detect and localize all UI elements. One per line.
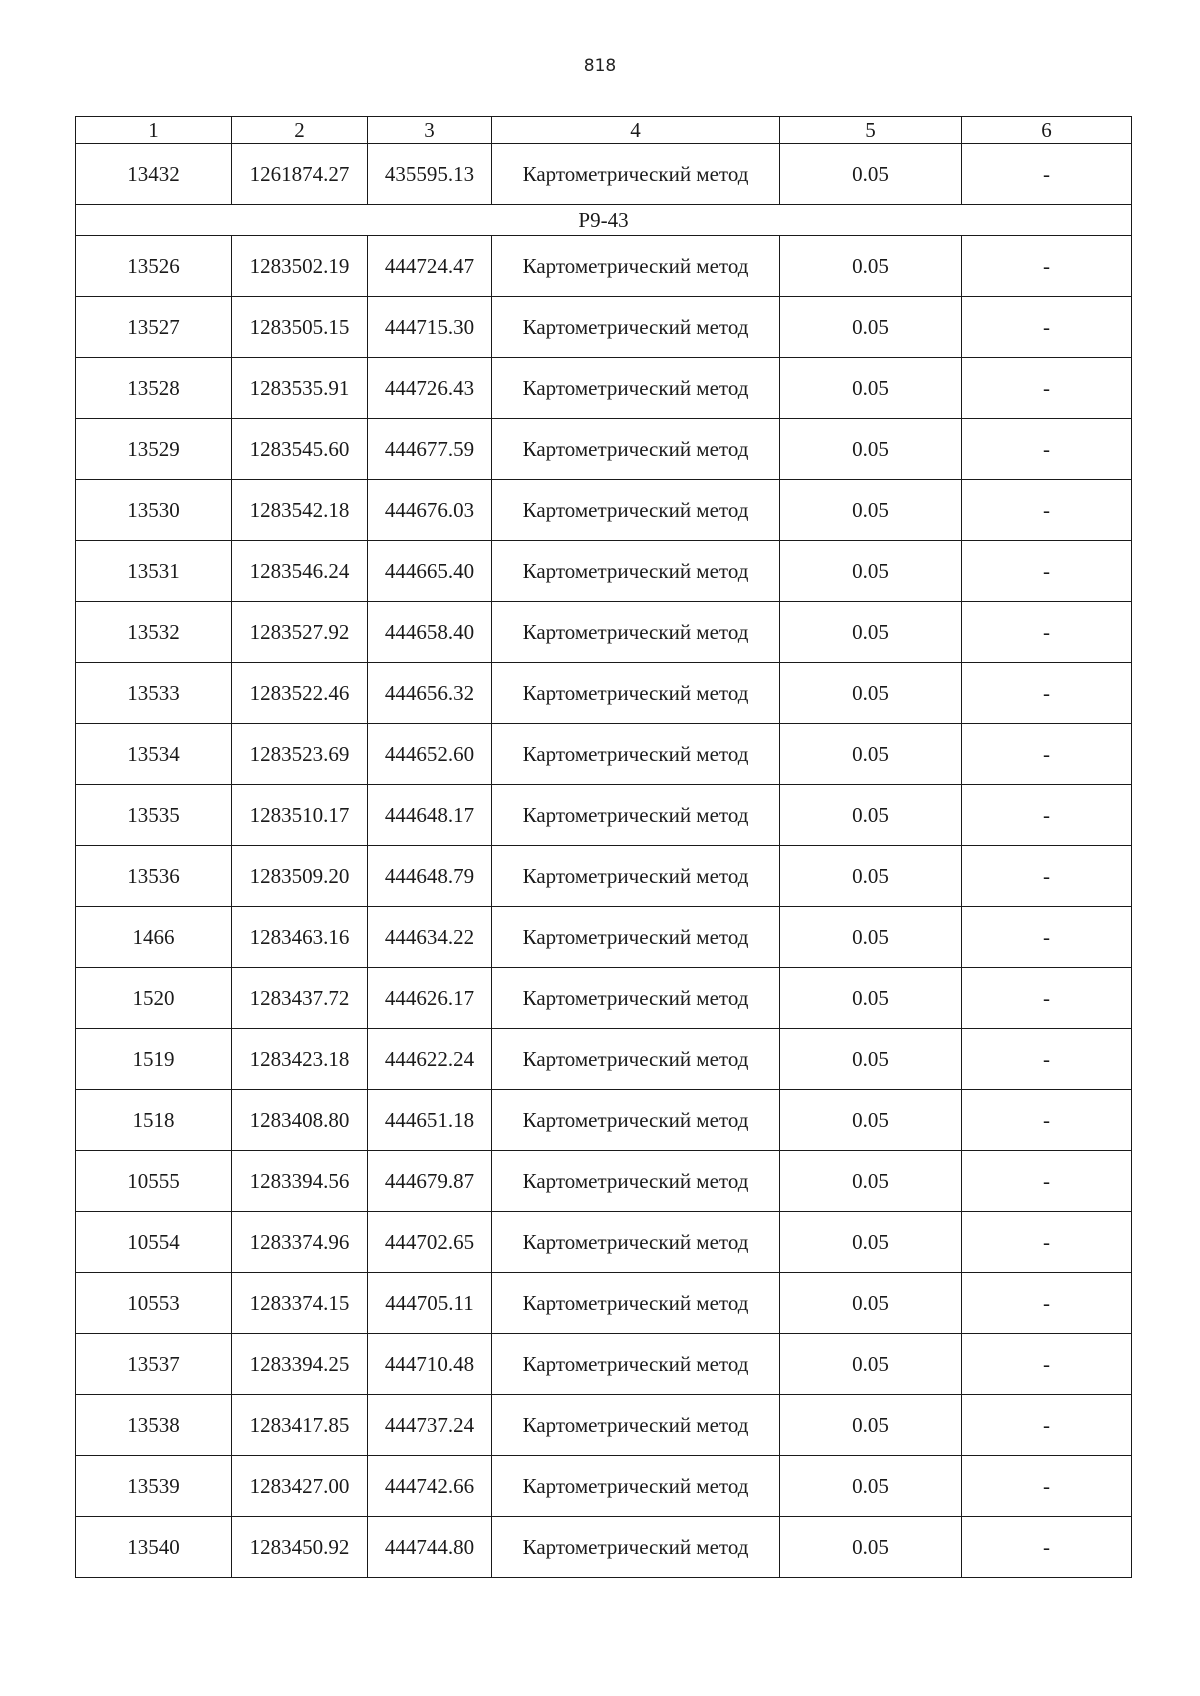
x-coordinate-cell: 1283427.00 xyxy=(232,1456,368,1517)
method-cell: Картометрический метод xyxy=(492,1456,780,1517)
table-row xyxy=(76,663,1132,724)
section-label: Р9-43 xyxy=(76,205,1132,236)
note-cell: - xyxy=(962,358,1132,419)
y-coordinate-cell: 444726.43 xyxy=(368,358,492,419)
x-coordinate-cell: 1283502.19 xyxy=(232,236,368,297)
table-row xyxy=(76,236,1132,297)
table-row xyxy=(76,480,1132,541)
method-cell: Картометрический метод xyxy=(492,358,780,419)
x-coordinate-cell: 1283463.16 xyxy=(232,907,368,968)
point-id-cell: 13540 xyxy=(76,1517,232,1578)
table-row xyxy=(76,1456,1132,1517)
table-row xyxy=(76,846,1132,907)
y-coordinate-cell: 444626.17 xyxy=(368,968,492,1029)
y-coordinate-cell: 444742.66 xyxy=(368,1456,492,1517)
point-id-cell: 13528 xyxy=(76,358,232,419)
table-row xyxy=(76,724,1132,785)
x-coordinate-cell: 1283510.17 xyxy=(232,785,368,846)
note-cell: - xyxy=(962,480,1132,541)
note-cell: - xyxy=(962,663,1132,724)
y-coordinate-cell: 444715.30 xyxy=(368,297,492,358)
column-header: 1 xyxy=(76,117,232,144)
accuracy-cell: 0.05 xyxy=(780,480,962,541)
point-id-cell: 10553 xyxy=(76,1273,232,1334)
column-header: 4 xyxy=(492,117,780,144)
section-row xyxy=(76,205,1132,236)
note-cell: - xyxy=(962,419,1132,480)
x-coordinate-cell: 1283545.60 xyxy=(232,419,368,480)
x-coordinate-cell: 1283394.25 xyxy=(232,1334,368,1395)
table-row xyxy=(76,785,1132,846)
point-id-cell: 13526 xyxy=(76,236,232,297)
note-cell: - xyxy=(962,1029,1132,1090)
table-row xyxy=(76,1395,1132,1456)
table-row xyxy=(76,419,1132,480)
table-row xyxy=(76,1029,1132,1090)
y-coordinate-cell: 444652.60 xyxy=(368,724,492,785)
note-cell: - xyxy=(962,236,1132,297)
table-row xyxy=(76,1212,1132,1273)
table-row xyxy=(76,1517,1132,1578)
method-cell: Картометрический метод xyxy=(492,602,780,663)
point-id-cell: 13534 xyxy=(76,724,232,785)
note-cell: - xyxy=(962,907,1132,968)
point-id-cell: 1518 xyxy=(76,1090,232,1151)
x-coordinate-cell: 1283535.91 xyxy=(232,358,368,419)
note-cell: - xyxy=(962,724,1132,785)
x-coordinate-cell: 1283417.85 xyxy=(232,1395,368,1456)
y-coordinate-cell: 444724.47 xyxy=(368,236,492,297)
point-id-cell: 13538 xyxy=(76,1395,232,1456)
y-coordinate-cell: 444665.40 xyxy=(368,541,492,602)
accuracy-cell: 0.05 xyxy=(780,358,962,419)
point-id-cell: 1520 xyxy=(76,968,232,1029)
accuracy-cell: 0.05 xyxy=(780,541,962,602)
column-header: 5 xyxy=(780,117,962,144)
note-cell: - xyxy=(962,1090,1132,1151)
table-row xyxy=(76,541,1132,602)
accuracy-cell: 0.05 xyxy=(780,1395,962,1456)
accuracy-cell: 0.05 xyxy=(780,144,962,205)
x-coordinate-cell: 1283374.96 xyxy=(232,1212,368,1273)
point-id-cell: 13529 xyxy=(76,419,232,480)
x-coordinate-cell: 1283522.46 xyxy=(232,663,368,724)
method-cell: Картометрический метод xyxy=(492,144,780,205)
table-row xyxy=(76,1273,1132,1334)
x-coordinate-cell: 1283374.15 xyxy=(232,1273,368,1334)
note-cell: - xyxy=(962,1334,1132,1395)
accuracy-cell: 0.05 xyxy=(780,419,962,480)
accuracy-cell: 0.05 xyxy=(780,1029,962,1090)
accuracy-cell: 0.05 xyxy=(780,663,962,724)
method-cell: Картометрический метод xyxy=(492,724,780,785)
note-cell: - xyxy=(962,846,1132,907)
table-row xyxy=(76,1090,1132,1151)
point-id-cell: 13530 xyxy=(76,480,232,541)
point-id-cell: 13531 xyxy=(76,541,232,602)
table-row xyxy=(76,1151,1132,1212)
column-header: 6 xyxy=(962,117,1132,144)
x-coordinate-cell: 1283394.56 xyxy=(232,1151,368,1212)
method-cell: Картометрический метод xyxy=(492,1517,780,1578)
note-cell: - xyxy=(962,1212,1132,1273)
y-coordinate-cell: 444656.32 xyxy=(368,663,492,724)
method-cell: Картометрический метод xyxy=(492,1151,780,1212)
point-id-cell: 10555 xyxy=(76,1151,232,1212)
method-cell: Картометрический метод xyxy=(492,1273,780,1334)
x-coordinate-cell: 1283437.72 xyxy=(232,968,368,1029)
accuracy-cell: 0.05 xyxy=(780,724,962,785)
table-row xyxy=(76,1334,1132,1395)
accuracy-cell: 0.05 xyxy=(780,1273,962,1334)
y-coordinate-cell: 444648.17 xyxy=(368,785,492,846)
x-coordinate-cell: 1283423.18 xyxy=(232,1029,368,1090)
accuracy-cell: 0.05 xyxy=(780,1456,962,1517)
method-cell: Картометрический метод xyxy=(492,419,780,480)
y-coordinate-cell: 444702.65 xyxy=(368,1212,492,1273)
y-coordinate-cell: 444679.87 xyxy=(368,1151,492,1212)
header-row xyxy=(76,117,1132,144)
x-coordinate-cell: 1283527.92 xyxy=(232,602,368,663)
y-coordinate-cell: 444710.48 xyxy=(368,1334,492,1395)
column-header: 3 xyxy=(368,117,492,144)
accuracy-cell: 0.05 xyxy=(780,1151,962,1212)
method-cell: Картометрический метод xyxy=(492,297,780,358)
note-cell: - xyxy=(962,1395,1132,1456)
x-coordinate-cell: 1283408.80 xyxy=(232,1090,368,1151)
method-cell: Картометрический метод xyxy=(492,846,780,907)
accuracy-cell: 0.05 xyxy=(780,846,962,907)
table-row xyxy=(76,358,1132,419)
method-cell: Картометрический метод xyxy=(492,236,780,297)
x-coordinate-cell: 1283505.15 xyxy=(232,297,368,358)
note-cell: - xyxy=(962,602,1132,663)
note-cell: - xyxy=(962,297,1132,358)
note-cell: - xyxy=(962,1517,1132,1578)
x-coordinate-cell: 1283542.18 xyxy=(232,480,368,541)
note-cell: - xyxy=(962,144,1132,205)
point-id-cell: 13539 xyxy=(76,1456,232,1517)
y-coordinate-cell: 444705.11 xyxy=(368,1273,492,1334)
y-coordinate-cell: 444658.40 xyxy=(368,602,492,663)
y-coordinate-cell: 444737.24 xyxy=(368,1395,492,1456)
point-id-cell: 13535 xyxy=(76,785,232,846)
note-cell: - xyxy=(962,1151,1132,1212)
method-cell: Картометрический метод xyxy=(492,1090,780,1151)
table-row xyxy=(76,968,1132,1029)
x-coordinate-cell: 1283450.92 xyxy=(232,1517,368,1578)
note-cell: - xyxy=(962,1273,1132,1334)
table-row xyxy=(76,907,1132,968)
table-row xyxy=(76,602,1132,663)
x-coordinate-cell: 1283523.69 xyxy=(232,724,368,785)
table-body xyxy=(76,144,1132,1578)
accuracy-cell: 0.05 xyxy=(780,785,962,846)
y-coordinate-cell: 444676.03 xyxy=(368,480,492,541)
y-coordinate-cell: 435595.13 xyxy=(368,144,492,205)
method-cell: Картометрический метод xyxy=(492,907,780,968)
note-cell: - xyxy=(962,968,1132,1029)
point-id-cell: 1519 xyxy=(76,1029,232,1090)
note-cell: - xyxy=(962,1456,1132,1517)
note-cell: - xyxy=(962,785,1132,846)
method-cell: Картометрический метод xyxy=(492,480,780,541)
method-cell: Картометрический метод xyxy=(492,541,780,602)
method-cell: Картометрический метод xyxy=(492,968,780,1029)
accuracy-cell: 0.05 xyxy=(780,1334,962,1395)
accuracy-cell: 0.05 xyxy=(780,602,962,663)
point-id-cell: 1466 xyxy=(76,907,232,968)
coordinates-table xyxy=(75,116,1132,1578)
accuracy-cell: 0.05 xyxy=(780,1212,962,1273)
y-coordinate-cell: 444744.80 xyxy=(368,1517,492,1578)
table-row xyxy=(76,144,1132,205)
accuracy-cell: 0.05 xyxy=(780,1090,962,1151)
y-coordinate-cell: 444651.18 xyxy=(368,1090,492,1151)
point-id-cell: 10554 xyxy=(76,1212,232,1273)
method-cell: Картометрический метод xyxy=(492,1029,780,1090)
method-cell: Картометрический метод xyxy=(492,785,780,846)
y-coordinate-cell: 444648.79 xyxy=(368,846,492,907)
note-cell: - xyxy=(962,541,1132,602)
accuracy-cell: 0.05 xyxy=(780,236,962,297)
x-coordinate-cell: 1283546.24 xyxy=(232,541,368,602)
method-cell: Картометрический метод xyxy=(492,1212,780,1273)
accuracy-cell: 0.05 xyxy=(780,1517,962,1578)
point-id-cell: 13527 xyxy=(76,297,232,358)
method-cell: Картометрический метод xyxy=(492,1334,780,1395)
accuracy-cell: 0.05 xyxy=(780,968,962,1029)
method-cell: Картометрический метод xyxy=(492,663,780,724)
accuracy-cell: 0.05 xyxy=(780,297,962,358)
column-header: 2 xyxy=(232,117,368,144)
y-coordinate-cell: 444622.24 xyxy=(368,1029,492,1090)
table-row xyxy=(76,297,1132,358)
method-cell: Картометрический метод xyxy=(492,1395,780,1456)
accuracy-cell: 0.05 xyxy=(780,907,962,968)
point-id-cell: 13536 xyxy=(76,846,232,907)
x-coordinate-cell: 1283509.20 xyxy=(232,846,368,907)
point-id-cell: 13537 xyxy=(76,1334,232,1395)
y-coordinate-cell: 444634.22 xyxy=(368,907,492,968)
point-id-cell: 13532 xyxy=(76,602,232,663)
table-header xyxy=(76,117,1132,144)
x-coordinate-cell: 1261874.27 xyxy=(232,144,368,205)
point-id-cell: 13533 xyxy=(76,663,232,724)
y-coordinate-cell: 444677.59 xyxy=(368,419,492,480)
page-number: 818 xyxy=(583,56,617,76)
point-id-cell: 13432 xyxy=(76,144,232,205)
